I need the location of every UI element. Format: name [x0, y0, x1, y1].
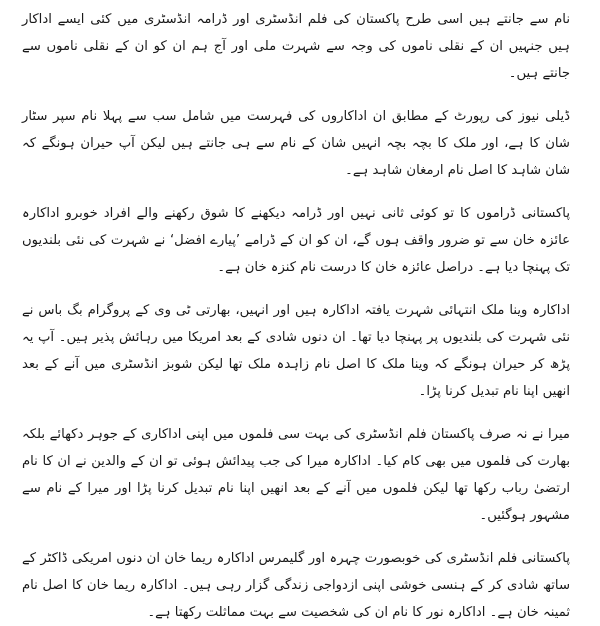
paragraph-reema-khan: پاکستانی فلم انڈسٹری کی خوبصورت چہرہ اور گلیمرس اداکارہ ریما خان ان دنوں امریکی ڈاکٹر کے ساتھ شادی کر کے ہنسی خوشی اپنی ازدواجی زندگی گزار رہی ہیں۔ اداکارہ ریما خان کا اصل نام ثمینہ خان ہے۔ اداکارہ نور کا نام ان کی شخصیت سے بہت مماثلت رکھتا ہے۔: [22, 551, 570, 620]
paragraph-ayeza-khan: پاکستانی ڈراموں کا تو کوئی ثانی نہیں اور ڈرامہ دیکھنے کا شوق رکھنے والے افراد خوبرو اداکارہ عائزہ خان سے تو ضرور واقف ہوں گے، ان کو ان کے ڈرامے ’پیارے افضل‘ نے شہرت کی نئی بلندیوں تک پہنچا دیا ہے۔ دراصل عائزہ خان کا درست نام کنزہ خان ہے۔: [22, 206, 570, 275]
paragraph-meera: میرا نے نہ صرف پاکستان فلم انڈسٹری کی بہت سی فلموں میں اپنی اداکاری کے جوہر دکھائے بلکہ بھارت کی فلموں میں بھی کام کیا۔ اداکارہ میرا کی جب پیدائش ہوئی تو ان کے والدین نے ان کا نام ارتضیٰ رباب رکھا تھا لیکن فلموں میں آنے کے بعد انھیں اپنا نام تبدیل کرنا پڑا اور میرا کے نام سے مشہور ہوگئیں۔: [22, 427, 570, 523]
paragraph-intro: نام سے جانتے ہیں اسی طرح پاکستان کی فلم انڈسٹری اور ڈرامہ انڈسٹری میں کئی ایسے اداکار ہیں جنہیں ان کے نقلی ناموں کی وجہ سے شہرت ملی اور آج ہم ان کو ان کے نقلی ناموں سے جانتے ہیں۔: [22, 12, 570, 81]
paragraph-veena-malik: اداکارہ وینا ملک انتہائی شہرت یافتہ اداکارہ ہیں اور انہیں، بھارتی ٹی وی کے پروگرام بگ باس نے نئی شہرت کی بلندیوں پر پہنچا دیا تھا۔ ان دنوں شادی کے بعد امریکا میں رہائش پذیر ہیں۔ آپ یہ پڑھ کر حیران ہونگے کہ وینا ملک کا اصل نام زاہدہ ملک تھا لیکن شوبز انڈسٹری میں آنے کے بعد انھیں اپنا نام تبدیل کرنا پڑا۔: [22, 303, 570, 399]
paragraph-shan: ڈیلی نیوز کی رپورٹ کے مطابق ان اداکاروں کی فہرست میں شامل سب سے پہلا نام سپر سٹار شان کا ہے، اور ملک کا بچہ بچہ انہیں شان کے نام سے ہی جانتے ہیں لیکن آپ حیران ہونگے کہ شان شاہد کا اصل نام ارمغان شاہد ہے۔: [22, 109, 570, 178]
